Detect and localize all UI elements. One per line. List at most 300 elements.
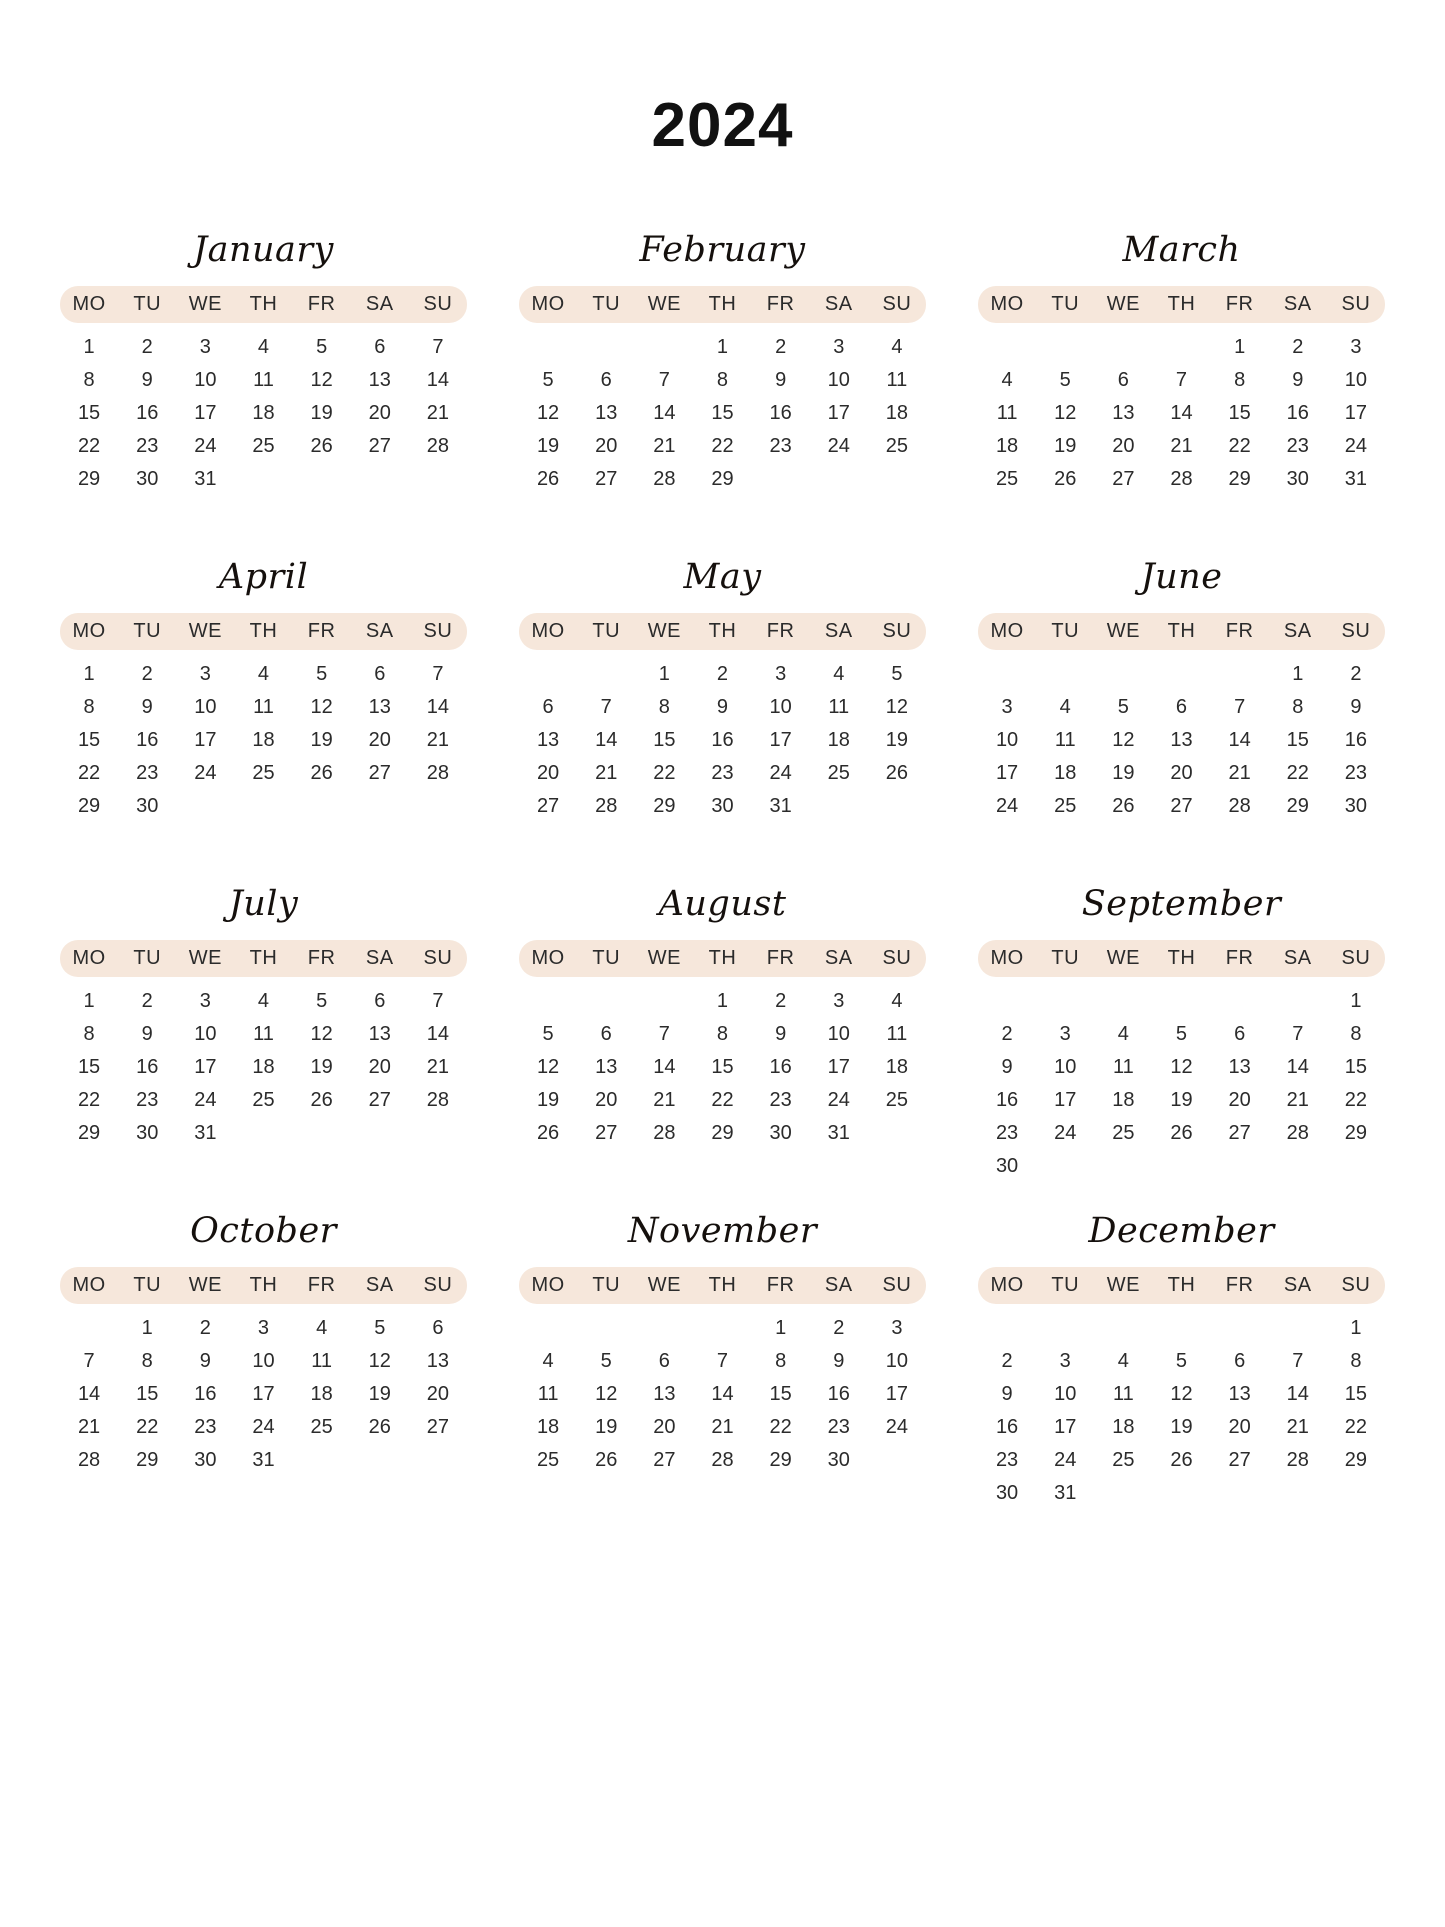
day-cell[interactable]: 14 [1170,401,1193,424]
day-cell[interactable]: 3 [1350,335,1362,358]
day-cell[interactable]: 3 [775,662,787,685]
day-cell[interactable]: 1 [83,989,95,1012]
day-cell[interactable]: 8 [1350,1349,1362,1372]
day-cell[interactable]: 12 [595,1382,618,1405]
day-cell[interactable]: 20 [653,1415,676,1438]
day-cell[interactable]: 13 [1228,1055,1251,1078]
day-cell[interactable]: 27 [595,467,618,490]
day-cell[interactable]: 20 [368,1055,391,1078]
day-cell[interactable]: 24 [1054,1121,1077,1144]
day-cell[interactable]: 25 [310,1415,333,1438]
day-cell[interactable]: 15 [653,728,676,751]
day-cell[interactable]: 16 [194,1382,217,1405]
day-cell[interactable]: 25 [885,1088,909,1111]
day-cell[interactable]: 7 [1292,1349,1304,1372]
day-cell[interactable]: 3 [891,1316,903,1339]
day-cell[interactable]: 30 [136,467,159,490]
day-cell[interactable]: 11 [1054,728,1076,751]
day-cell[interactable]: 7 [1292,1022,1304,1045]
day-cell[interactable]: 11 [886,1022,908,1045]
day-cell[interactable]: 15 [1344,1382,1368,1405]
day-cell[interactable]: 20 [1228,1088,1251,1111]
day-cell[interactable]: 4 [542,1349,554,1372]
day-cell[interactable]: 23 [995,1121,1019,1144]
day-cell[interactable]: 26 [595,1448,618,1471]
day-cell[interactable]: 6 [600,368,612,391]
day-cell[interactable]: 27 [368,761,391,784]
day-cell[interactable]: 9 [199,1349,211,1372]
day-cell[interactable]: 28 [77,1448,101,1471]
day-cell[interactable]: 10 [1344,368,1368,391]
day-cell[interactable]: 26 [368,1415,391,1438]
day-cell[interactable]: 12 [536,1055,560,1078]
day-cell[interactable]: 19 [1112,761,1135,784]
day-cell[interactable]: 2 [141,989,153,1012]
day-cell[interactable]: 28 [1286,1121,1309,1144]
day-cell[interactable]: 22 [136,1415,159,1438]
day-cell[interactable]: 20 [426,1382,450,1405]
day-cell[interactable]: 20 [536,761,560,784]
day-cell[interactable]: 25 [885,434,909,457]
day-cell[interactable]: 29 [653,794,676,817]
day-cell[interactable]: 12 [885,695,909,718]
day-cell[interactable]: 23 [769,1088,792,1111]
day-cell[interactable]: 24 [995,794,1019,817]
day-cell[interactable]: 16 [1286,401,1309,424]
day-cell[interactable]: 26 [310,1088,333,1111]
day-cell[interactable]: 18 [885,1055,909,1078]
day-cell[interactable]: 22 [1344,1088,1368,1111]
day-cell[interactable]: 1 [1350,989,1362,1012]
day-cell[interactable]: 10 [1054,1382,1077,1405]
day-cell[interactable]: 24 [827,1088,850,1111]
day-cell[interactable]: 16 [827,1382,850,1405]
day-cell[interactable]: 17 [194,728,217,751]
day-cell[interactable]: 15 [77,1055,101,1078]
day-cell[interactable]: 20 [595,434,618,457]
day-cell[interactable]: 11 [886,368,908,391]
day-cell[interactable]: 23 [995,1448,1019,1471]
day-cell[interactable]: 21 [595,761,618,784]
day-cell[interactable]: 11 [253,1022,274,1045]
day-cell[interactable]: 17 [252,1382,275,1405]
day-cell[interactable]: 12 [536,401,560,424]
day-cell[interactable]: 28 [426,1088,450,1111]
day-cell[interactable]: 23 [1286,434,1309,457]
day-cell[interactable]: 22 [1228,434,1251,457]
day-cell[interactable]: 17 [827,401,850,424]
day-cell[interactable]: 3 [1059,1349,1071,1372]
day-cell[interactable]: 21 [426,728,450,751]
day-cell[interactable]: 1 [83,335,95,358]
day-cell[interactable]: 31 [1054,1481,1077,1504]
day-cell[interactable]: 23 [1344,761,1368,784]
day-cell[interactable]: 21 [1228,761,1251,784]
day-cell[interactable]: 18 [252,1055,275,1078]
day-cell[interactable]: 16 [136,1055,159,1078]
day-cell[interactable]: 22 [77,761,101,784]
day-cell[interactable]: 2 [775,335,787,358]
day-cell[interactable]: 8 [83,1022,95,1045]
day-cell[interactable]: 10 [885,1349,909,1372]
day-cell[interactable]: 3 [1059,1022,1071,1045]
day-cell[interactable]: 18 [252,728,275,751]
day-cell[interactable]: 27 [1228,1121,1251,1144]
day-cell[interactable]: 6 [658,1349,670,1372]
day-cell[interactable]: 1 [716,989,729,1012]
day-cell[interactable]: 25 [1112,1448,1135,1471]
day-cell[interactable]: 15 [77,728,101,751]
day-cell[interactable]: 23 [711,761,734,784]
day-cell[interactable]: 25 [252,1088,275,1111]
day-cell[interactable]: 22 [1286,761,1309,784]
day-cell[interactable]: 24 [769,761,792,784]
day-cell[interactable]: 7 [658,368,670,391]
day-cell[interactable]: 30 [995,1154,1019,1177]
day-cell[interactable]: 19 [536,1088,560,1111]
day-cell[interactable]: 20 [1228,1415,1251,1438]
day-cell[interactable]: 13 [653,1382,676,1405]
day-cell[interactable]: 20 [368,728,391,751]
day-cell[interactable]: 1 [1350,1316,1362,1339]
day-cell[interactable]: 23 [769,434,792,457]
day-cell[interactable]: 25 [536,1448,560,1471]
day-cell[interactable]: 14 [1286,1055,1309,1078]
day-cell[interactable]: 9 [1292,368,1304,391]
day-cell[interactable]: 3 [199,989,211,1012]
day-cell[interactable]: 7 [658,1022,670,1045]
day-cell[interactable]: 7 [1175,368,1188,391]
day-cell[interactable]: 20 [1170,761,1193,784]
day-cell[interactable]: 22 [77,1088,101,1111]
day-cell[interactable]: 9 [1001,1055,1013,1078]
day-cell[interactable]: 29 [711,467,734,490]
day-cell[interactable]: 9 [141,368,153,391]
day-cell[interactable]: 26 [310,761,333,784]
day-cell[interactable]: 10 [194,1022,217,1045]
day-cell[interactable]: 4 [1059,695,1071,718]
day-cell[interactable]: 8 [716,1022,729,1045]
day-cell[interactable]: 2 [1001,1022,1013,1045]
day-cell[interactable]: 4 [257,662,270,685]
day-cell[interactable]: 28 [653,467,676,490]
day-cell[interactable]: 14 [653,1055,676,1078]
day-cell[interactable]: 4 [257,335,270,358]
day-cell[interactable]: 23 [136,761,159,784]
day-cell[interactable]: 2 [141,335,153,358]
day-cell[interactable]: 29 [1344,1121,1368,1144]
day-cell[interactable]: 21 [1170,434,1193,457]
day-cell[interactable]: 30 [136,794,159,817]
day-cell[interactable]: 17 [194,401,217,424]
day-cell[interactable]: 28 [1286,1448,1309,1471]
day-cell[interactable]: 4 [891,989,903,1012]
day-cell[interactable]: 4 [1117,1349,1129,1372]
day-cell[interactable]: 7 [432,989,444,1012]
day-cell[interactable]: 12 [1170,1382,1193,1405]
day-cell[interactable]: 14 [77,1382,101,1405]
day-cell[interactable]: 3 [833,335,845,358]
day-cell[interactable]: 11 [253,368,274,391]
day-cell[interactable]: 15 [1228,401,1251,424]
day-cell[interactable]: 5 [1059,368,1071,391]
day-cell[interactable]: 31 [827,1121,850,1144]
day-cell[interactable]: 21 [653,434,676,457]
day-cell[interactable]: 31 [252,1448,275,1471]
day-cell[interactable]: 13 [1228,1382,1251,1405]
day-cell[interactable]: 15 [711,401,734,424]
day-cell[interactable]: 14 [711,1382,734,1405]
day-cell[interactable]: 10 [252,1349,275,1372]
day-cell[interactable]: 18 [827,728,850,751]
day-cell[interactable]: 27 [653,1448,676,1471]
day-cell[interactable]: 13 [595,401,618,424]
day-cell[interactable]: 8 [1292,695,1304,718]
day-cell[interactable]: 10 [194,695,217,718]
day-cell[interactable]: 26 [1112,794,1135,817]
day-cell[interactable]: 15 [711,1055,734,1078]
day-cell[interactable]: 18 [1112,1088,1135,1111]
day-cell[interactable]: 12 [1112,728,1135,751]
day-cell[interactable]: 21 [77,1415,101,1438]
day-cell[interactable]: 1 [1292,662,1304,685]
day-cell[interactable]: 20 [595,1088,618,1111]
day-cell[interactable]: 3 [1001,695,1013,718]
day-cell[interactable]: 2 [716,662,729,685]
day-cell[interactable]: 16 [136,401,159,424]
day-cell[interactable]: 14 [653,401,676,424]
day-cell[interactable]: 5 [600,1349,612,1372]
day-cell[interactable]: 7 [83,1349,95,1372]
day-cell[interactable]: 11 [253,695,274,718]
day-cell[interactable]: 24 [827,434,850,457]
day-cell[interactable]: 13 [368,695,391,718]
day-cell[interactable]: 1 [775,1316,787,1339]
day-cell[interactable]: 5 [542,1022,554,1045]
day-cell[interactable]: 7 [716,1349,729,1372]
day-cell[interactable]: 5 [891,662,903,685]
day-cell[interactable]: 19 [1170,1415,1193,1438]
day-cell[interactable]: 29 [77,794,101,817]
day-cell[interactable]: 27 [368,1088,391,1111]
day-cell[interactable]: 16 [769,1055,792,1078]
day-cell[interactable]: 27 [368,434,391,457]
day-cell[interactable]: 19 [310,1055,333,1078]
day-cell[interactable]: 11 [1112,1055,1134,1078]
day-cell[interactable]: 4 [316,1316,328,1339]
day-cell[interactable]: 28 [1228,794,1251,817]
day-cell[interactable]: 29 [136,1448,159,1471]
day-cell[interactable]: 17 [1054,1415,1077,1438]
day-cell[interactable]: 7 [600,695,612,718]
day-cell[interactable]: 4 [1001,368,1013,391]
day-cell[interactable]: 9 [141,1022,153,1045]
day-cell[interactable]: 10 [769,695,792,718]
day-cell[interactable]: 19 [310,401,333,424]
day-cell[interactable]: 21 [426,401,450,424]
day-cell[interactable]: 17 [1054,1088,1077,1111]
day-cell[interactable]: 9 [775,1022,787,1045]
day-cell[interactable]: 25 [1112,1121,1135,1144]
day-cell[interactable]: 6 [1234,1349,1246,1372]
day-cell[interactable]: 18 [310,1382,333,1405]
day-cell[interactable]: 27 [1170,794,1193,817]
day-cell[interactable]: 3 [199,335,211,358]
day-cell[interactable]: 26 [536,1121,560,1144]
day-cell[interactable]: 27 [426,1415,450,1438]
day-cell[interactable]: 30 [1344,794,1368,817]
day-cell[interactable]: 21 [1286,1088,1309,1111]
day-cell[interactable]: 27 [536,794,560,817]
day-cell[interactable]: 22 [769,1415,792,1438]
day-cell[interactable]: 29 [77,1121,101,1144]
day-cell[interactable]: 9 [1001,1382,1013,1405]
day-cell[interactable]: 4 [891,335,903,358]
day-cell[interactable]: 9 [141,695,153,718]
day-cell[interactable]: 15 [1286,728,1309,751]
day-cell[interactable]: 14 [1286,1382,1309,1405]
day-cell[interactable]: 22 [653,761,676,784]
day-cell[interactable]: 18 [995,434,1019,457]
day-cell[interactable]: 29 [1228,467,1251,490]
day-cell[interactable]: 11 [537,1382,559,1405]
day-cell[interactable]: 30 [769,1121,792,1144]
day-cell[interactable]: 13 [536,728,560,751]
day-cell[interactable]: 13 [368,368,391,391]
day-cell[interactable]: 20 [1112,434,1135,457]
day-cell[interactable]: 28 [653,1121,676,1144]
day-cell[interactable]: 24 [252,1415,275,1438]
day-cell[interactable]: 2 [833,1316,845,1339]
day-cell[interactable]: 7 [432,335,444,358]
day-cell[interactable]: 26 [1170,1448,1193,1471]
day-cell[interactable]: 23 [136,434,159,457]
day-cell[interactable]: 26 [310,434,333,457]
day-cell[interactable]: 19 [310,728,333,751]
day-cell[interactable]: 3 [833,989,845,1012]
day-cell[interactable]: 22 [1344,1415,1368,1438]
day-cell[interactable]: 12 [310,1022,333,1045]
day-cell[interactable]: 27 [1228,1448,1251,1471]
day-cell[interactable]: 5 [1117,695,1129,718]
day-cell[interactable]: 25 [252,434,275,457]
day-cell[interactable]: 2 [199,1316,211,1339]
day-cell[interactable]: 21 [1286,1415,1309,1438]
day-cell[interactable]: 12 [310,695,333,718]
day-cell[interactable]: 18 [1112,1415,1135,1438]
day-cell[interactable]: 7 [432,662,444,685]
day-cell[interactable]: 9 [775,368,787,391]
day-cell[interactable]: 19 [1170,1088,1193,1111]
day-cell[interactable]: 5 [316,662,328,685]
day-cell[interactable]: 24 [885,1415,909,1438]
day-cell[interactable]: 30 [1286,467,1309,490]
day-cell[interactable]: 27 [1112,467,1135,490]
day-cell[interactable]: 19 [368,1382,391,1405]
day-cell[interactable]: 24 [194,1088,217,1111]
day-cell[interactable]: 6 [1117,368,1129,391]
day-cell[interactable]: 25 [827,761,850,784]
day-cell[interactable]: 4 [833,662,845,685]
day-cell[interactable]: 5 [374,1316,386,1339]
day-cell[interactable]: 17 [1344,401,1368,424]
day-cell[interactable]: 27 [595,1121,618,1144]
day-cell[interactable]: 6 [1175,695,1188,718]
day-cell[interactable]: 16 [995,1088,1019,1111]
day-cell[interactable]: 13 [368,1022,391,1045]
day-cell[interactable]: 6 [542,695,554,718]
day-cell[interactable]: 11 [1112,1382,1134,1405]
day-cell[interactable]: 8 [83,695,95,718]
day-cell[interactable]: 28 [595,794,618,817]
day-cell[interactable]: 8 [716,368,729,391]
day-cell[interactable]: 6 [374,662,386,685]
day-cell[interactable]: 5 [316,335,328,358]
day-cell[interactable]: 31 [769,794,792,817]
day-cell[interactable]: 23 [194,1415,217,1438]
day-cell[interactable]: 23 [136,1088,159,1111]
day-cell[interactable]: 3 [199,662,211,685]
day-cell[interactable]: 17 [769,728,792,751]
day-cell[interactable]: 25 [995,467,1019,490]
day-cell[interactable]: 10 [827,368,850,391]
day-cell[interactable]: 8 [141,1349,153,1372]
day-cell[interactable]: 13 [1112,401,1135,424]
day-cell[interactable]: 22 [77,434,101,457]
day-cell[interactable]: 11 [828,695,850,718]
day-cell[interactable]: 21 [426,1055,450,1078]
day-cell[interactable]: 11 [311,1349,333,1372]
day-cell[interactable]: 8 [1234,368,1246,391]
day-cell[interactable]: 1 [658,662,670,685]
day-cell[interactable]: 1 [141,1316,153,1339]
day-cell[interactable]: 29 [77,467,101,490]
day-cell[interactable]: 6 [432,1316,444,1339]
day-cell[interactable]: 14 [426,1022,450,1045]
day-cell[interactable]: 29 [1286,794,1309,817]
day-cell[interactable]: 24 [1054,1448,1077,1471]
day-cell[interactable]: 8 [775,1349,787,1372]
day-cell[interactable]: 17 [827,1055,850,1078]
day-cell[interactable]: 26 [536,467,560,490]
day-cell[interactable]: 3 [257,1316,270,1339]
day-cell[interactable]: 10 [995,728,1019,751]
day-cell[interactable]: 8 [658,695,670,718]
day-cell[interactable]: 1 [1234,335,1246,358]
day-cell[interactable]: 1 [716,335,729,358]
day-cell[interactable]: 29 [711,1121,734,1144]
day-cell[interactable]: 31 [1344,467,1368,490]
day-cell[interactable]: 30 [827,1448,850,1471]
day-cell[interactable]: 22 [711,1088,734,1111]
day-cell[interactable]: 30 [136,1121,159,1144]
day-cell[interactable]: 30 [194,1448,217,1471]
day-cell[interactable]: 7 [1234,695,1246,718]
day-cell[interactable]: 28 [1170,467,1193,490]
day-cell[interactable]: 16 [995,1415,1019,1438]
day-cell[interactable]: 12 [1170,1055,1193,1078]
day-cell[interactable]: 10 [827,1022,850,1045]
day-cell[interactable]: 1 [83,662,95,685]
day-cell[interactable]: 17 [194,1055,217,1078]
day-cell[interactable]: 8 [83,368,95,391]
day-cell[interactable]: 19 [536,434,560,457]
day-cell[interactable]: 19 [1054,434,1077,457]
day-cell[interactable]: 28 [426,434,450,457]
day-cell[interactable]: 26 [1170,1121,1193,1144]
day-cell[interactable]: 24 [1344,434,1368,457]
day-cell[interactable]: 2 [141,662,153,685]
